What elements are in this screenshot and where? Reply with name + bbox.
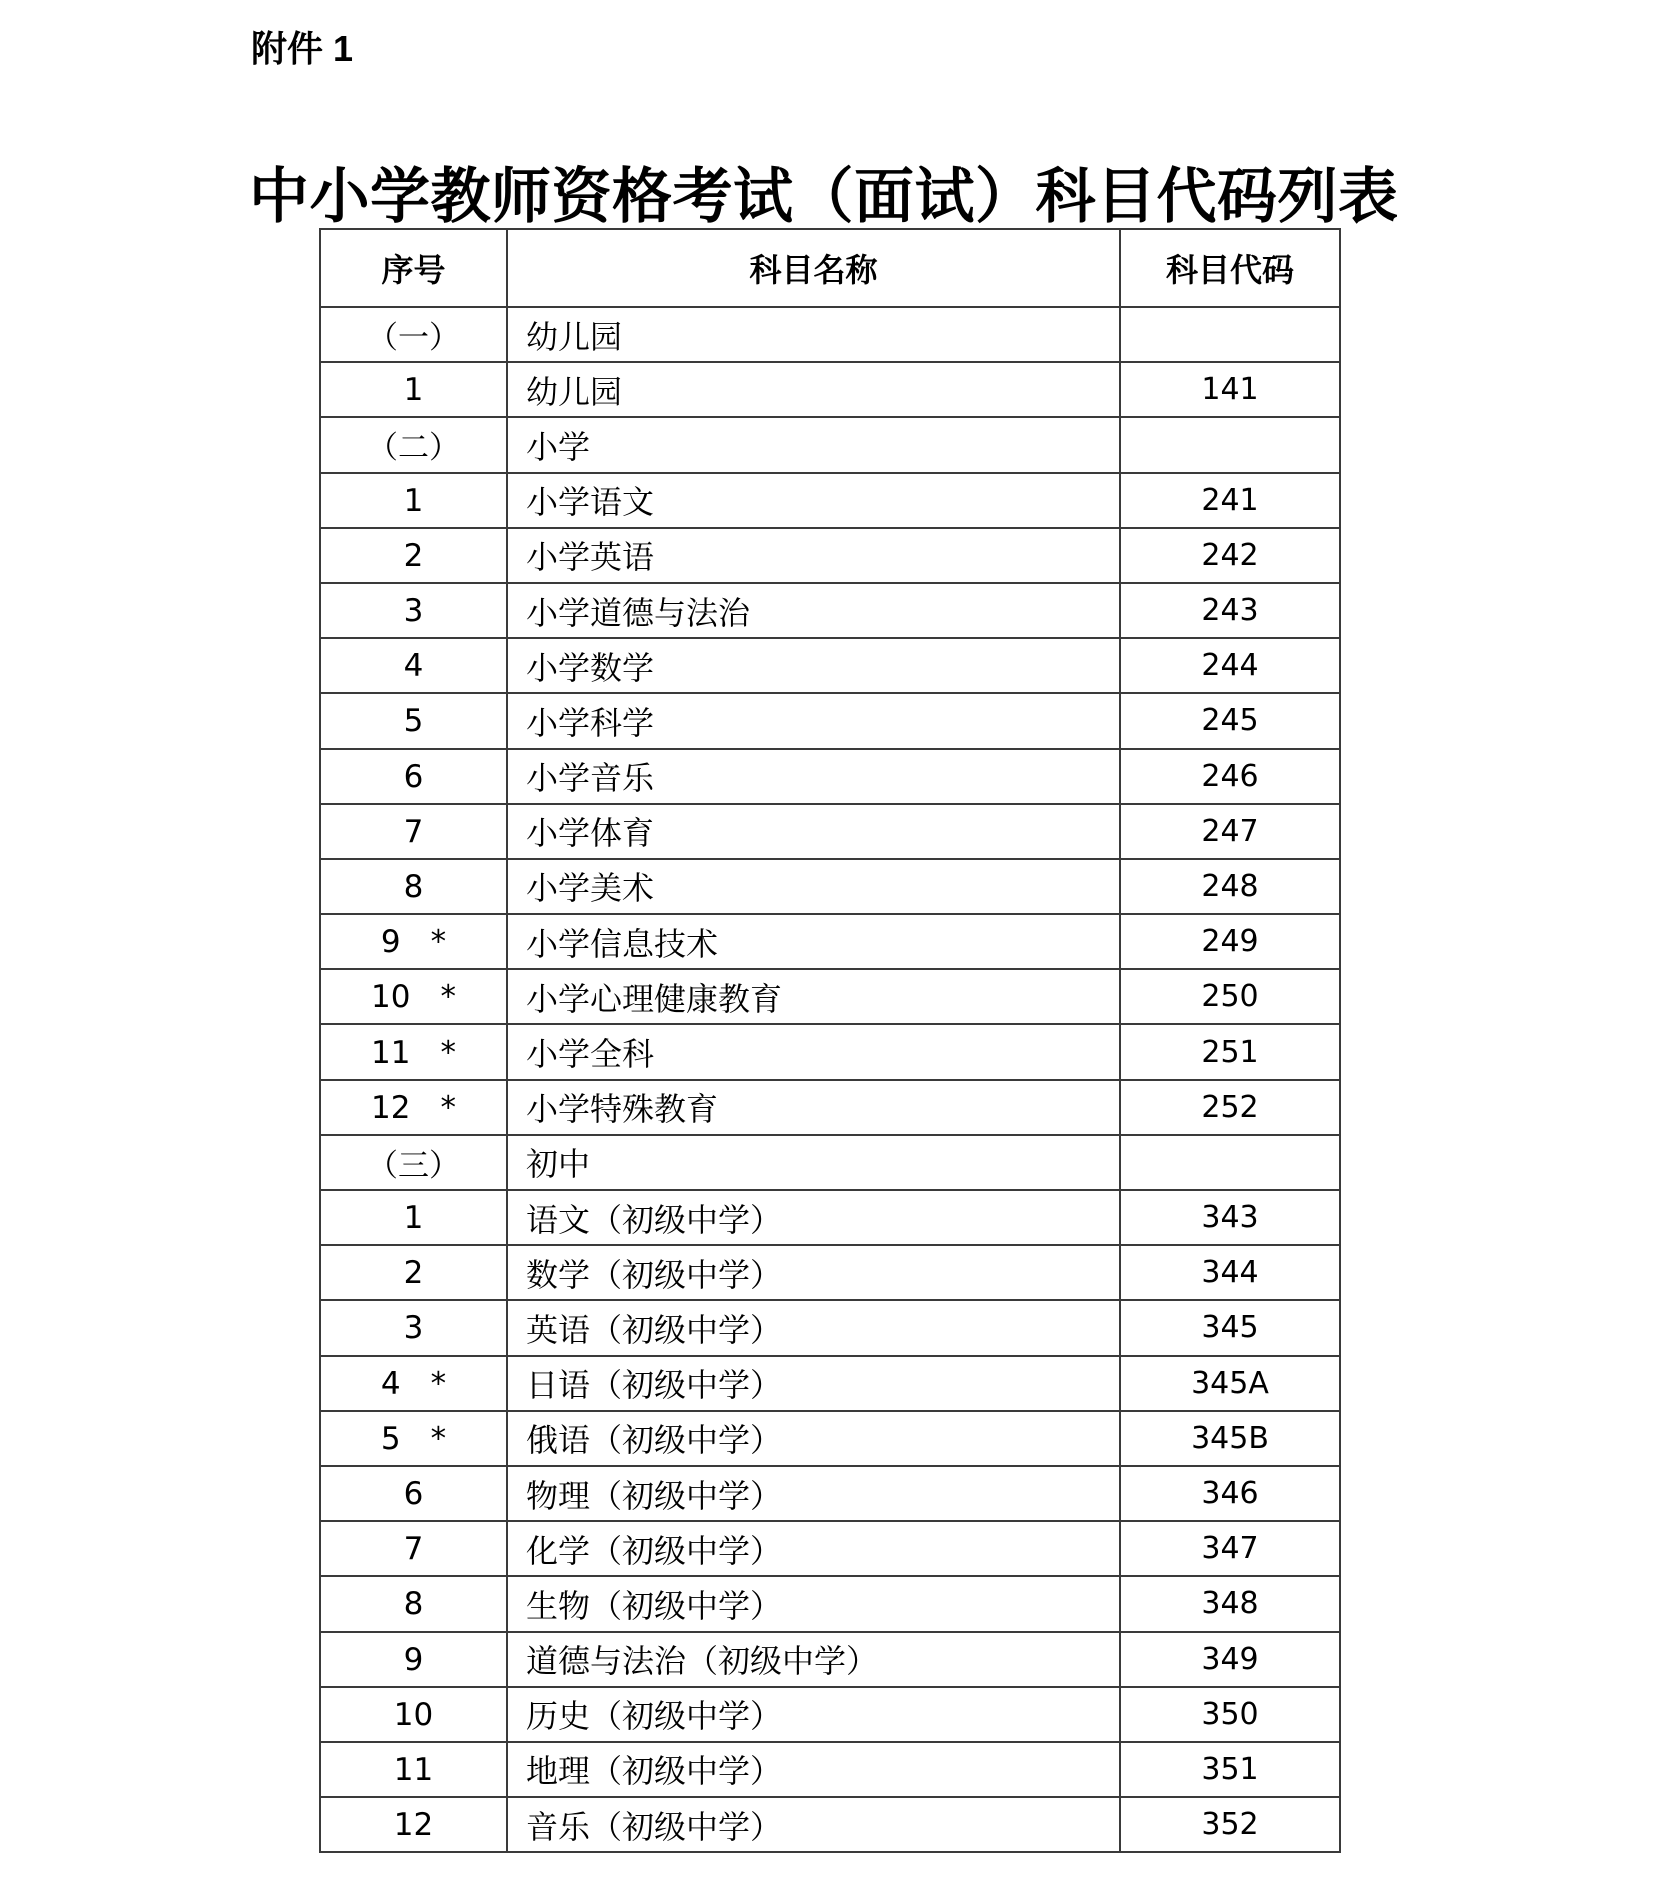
row-seq: 1 (403, 372, 424, 409)
col-header-subject-code: 科目代码 (1120, 229, 1340, 307)
table-row (320, 473, 1340, 528)
row-seq-cell (320, 1356, 507, 1411)
row-subject-name: 语文（初级中学） (507, 1190, 1120, 1245)
row-seq: 4 (380, 1365, 401, 1402)
row-seq: 2 (403, 537, 424, 574)
table-header-row (320, 229, 1340, 307)
row-seq-cell (320, 473, 507, 528)
row-seq-cell (320, 914, 507, 969)
row-subject-name: 小学道德与法治 (507, 583, 1120, 638)
row-subject-name: 小学语文 (507, 473, 1120, 528)
col-header-subject-name: 科目名称 (507, 229, 1120, 307)
row-subject-name: 小学全科 (507, 1024, 1120, 1079)
row-seq: （一） (367, 320, 460, 357)
row-subject-name: 历史（初级中学） (507, 1687, 1120, 1742)
row-seq: 5 (380, 1420, 401, 1457)
row-seq-cell (320, 1024, 507, 1079)
asterisk-mark: * (440, 1034, 456, 1071)
row-subject-name: 幼儿园 (507, 362, 1120, 417)
row-subject-name: 俄语（初级中学） (507, 1411, 1120, 1466)
row-seq: 7 (403, 1531, 424, 1568)
row-subject-name: 日语（初级中学） (507, 1356, 1120, 1411)
asterisk-mark: * (430, 1420, 447, 1457)
page-title: 中小学教师资格考试（面试）科目代码列表 (249, 164, 1399, 231)
row-subject-code: 345A (1120, 1356, 1340, 1411)
row-subject-name: 幼儿园 (507, 307, 1120, 362)
row-subject-name: 音乐（初级中学） (507, 1797, 1120, 1852)
row-seq-cell (320, 1245, 507, 1300)
table-row (320, 1080, 1340, 1135)
table-row (320, 914, 1340, 969)
row-subject-code: 345 (1120, 1300, 1340, 1355)
row-subject-code: 347 (1120, 1521, 1340, 1576)
row-seq-cell (320, 638, 507, 693)
row-subject-name: 小学信息技术 (507, 914, 1120, 969)
row-seq-cell (320, 693, 507, 748)
row-seq-cell (320, 1300, 507, 1355)
row-seq: 3 (403, 1310, 424, 1347)
row-subject-code: 352 (1120, 1797, 1340, 1852)
row-seq-cell (320, 1080, 507, 1135)
asterisk-mark: * (440, 979, 456, 1016)
row-subject-code: 246 (1120, 749, 1340, 804)
table-header (320, 229, 1340, 307)
row-subject-code: 345B (1120, 1411, 1340, 1466)
row-subject-name: 小学英语 (507, 528, 1120, 583)
row-seq: 11 (393, 1751, 434, 1788)
row-seq: 12 (393, 1807, 434, 1844)
row-seq-cell (320, 1797, 507, 1852)
table-row (320, 1632, 1340, 1687)
table-row (320, 969, 1340, 1024)
row-subject-code: 247 (1120, 804, 1340, 859)
row-seq-cell (320, 1411, 507, 1466)
row-subject-code: 248 (1120, 859, 1340, 914)
row-seq-cell (320, 804, 507, 859)
row-subject-code: 344 (1120, 1245, 1340, 1300)
row-subject-code: 241 (1120, 473, 1340, 528)
table-row (320, 1466, 1340, 1521)
row-seq: 8 (403, 1586, 424, 1623)
row-seq-cell (320, 1521, 507, 1576)
row-seq-cell (320, 583, 507, 638)
table-row (320, 1190, 1340, 1245)
row-seq-cell (320, 749, 507, 804)
row-subject-code: 250 (1120, 969, 1340, 1024)
table-row (320, 583, 1340, 638)
table-row (320, 1687, 1340, 1742)
row-seq-cell (320, 969, 507, 1024)
row-seq: 10 (371, 979, 411, 1016)
row-subject-name: 小学 (507, 417, 1120, 472)
row-subject-name: 小学美术 (507, 859, 1120, 914)
row-seq-cell (320, 362, 507, 417)
table-row (320, 693, 1340, 748)
row-subject-code: 251 (1120, 1024, 1340, 1079)
attachment-label: 附件 1 (251, 28, 354, 69)
asterisk-mark: * (430, 924, 447, 961)
row-seq: 1 (403, 1200, 424, 1237)
row-subject-code: 350 (1120, 1687, 1340, 1742)
row-seq: 12 (371, 1089, 411, 1126)
row-subject-code: 141 (1120, 362, 1340, 417)
row-seq: 11 (371, 1034, 411, 1071)
row-seq-cell (320, 1632, 507, 1687)
row-subject-name: 初中 (507, 1135, 1120, 1190)
table-row (320, 1135, 1340, 1190)
row-seq: 1 (403, 482, 424, 519)
row-subject-code: 351 (1120, 1742, 1340, 1797)
subject-code-table (319, 228, 1341, 1853)
row-seq: 9 (403, 1641, 424, 1678)
row-subject-code: 349 (1120, 1632, 1340, 1687)
row-seq-cell (320, 859, 507, 914)
col-header-seq: 序号 (320, 229, 507, 307)
row-seq: 5 (403, 703, 424, 740)
row-subject-name: 地理（初级中学） (507, 1742, 1120, 1797)
table-body (320, 307, 1340, 1852)
row-seq-cell (320, 1135, 507, 1190)
row-seq-cell (320, 1190, 507, 1245)
row-subject-name: 物理（初级中学） (507, 1466, 1120, 1521)
row-seq: 3 (403, 593, 424, 630)
table-row (320, 804, 1340, 859)
table-row (320, 528, 1340, 583)
table-row (320, 362, 1340, 417)
row-seq-cell (320, 528, 507, 583)
row-subject-code: 346 (1120, 1466, 1340, 1521)
row-seq: 6 (403, 758, 424, 795)
row-subject-name: 小学数学 (507, 638, 1120, 693)
table-row (320, 307, 1340, 362)
table-row (320, 1797, 1340, 1852)
row-seq-cell (320, 417, 507, 472)
row-subject-name: 化学（初级中学） (507, 1521, 1120, 1576)
table-row (320, 1521, 1340, 1576)
row-seq: 8 (403, 868, 424, 905)
row-subject-code: 244 (1120, 638, 1340, 693)
table-row (320, 417, 1340, 472)
table-row (320, 1024, 1340, 1079)
row-seq-cell (320, 1466, 507, 1521)
table-row (320, 859, 1340, 914)
row-seq: 7 (403, 813, 424, 850)
table-row (320, 749, 1340, 804)
row-seq: （三） (367, 1147, 460, 1184)
row-subject-name: 数学（初级中学） (507, 1245, 1120, 1300)
table-row (320, 1245, 1340, 1300)
row-subject-name: 小学音乐 (507, 749, 1120, 804)
row-seq-cell (320, 307, 507, 362)
row-seq: 10 (393, 1696, 434, 1733)
table-row (320, 1742, 1340, 1797)
row-seq: 4 (403, 648, 424, 685)
row-subject-code: 245 (1120, 693, 1340, 748)
row-subject-code: 348 (1120, 1576, 1340, 1631)
row-subject-code: 243 (1120, 583, 1340, 638)
row-seq: 2 (403, 1255, 424, 1292)
row-subject-code (1120, 307, 1340, 362)
row-subject-name: 小学体育 (507, 804, 1120, 859)
table-row (320, 1356, 1340, 1411)
row-subject-name: 英语（初级中学） (507, 1300, 1120, 1355)
row-seq: 9 (380, 924, 401, 961)
row-subject-name: 小学心理健康教育 (507, 969, 1120, 1024)
row-subject-code: 249 (1120, 914, 1340, 969)
row-seq: （二） (367, 430, 460, 467)
row-subject-name: 小学科学 (507, 693, 1120, 748)
row-subject-code: 343 (1120, 1190, 1340, 1245)
row-subject-code (1120, 1135, 1340, 1190)
row-subject-name: 生物（初级中学） (507, 1576, 1120, 1631)
row-subject-code: 252 (1120, 1080, 1340, 1135)
table-row (320, 1411, 1340, 1466)
table-row (320, 1300, 1340, 1355)
row-subject-code (1120, 417, 1340, 472)
row-seq-cell (320, 1576, 507, 1631)
row-seq-cell (320, 1687, 507, 1742)
row-subject-code: 242 (1120, 528, 1340, 583)
asterisk-mark: * (430, 1365, 447, 1402)
asterisk-mark: * (440, 1089, 456, 1126)
row-subject-name: 小学特殊教育 (507, 1080, 1120, 1135)
table-row (320, 638, 1340, 693)
row-subject-name: 道德与法治（初级中学） (507, 1632, 1120, 1687)
row-seq-cell (320, 1742, 507, 1797)
row-seq: 6 (403, 1476, 424, 1513)
table-row (320, 1576, 1340, 1631)
